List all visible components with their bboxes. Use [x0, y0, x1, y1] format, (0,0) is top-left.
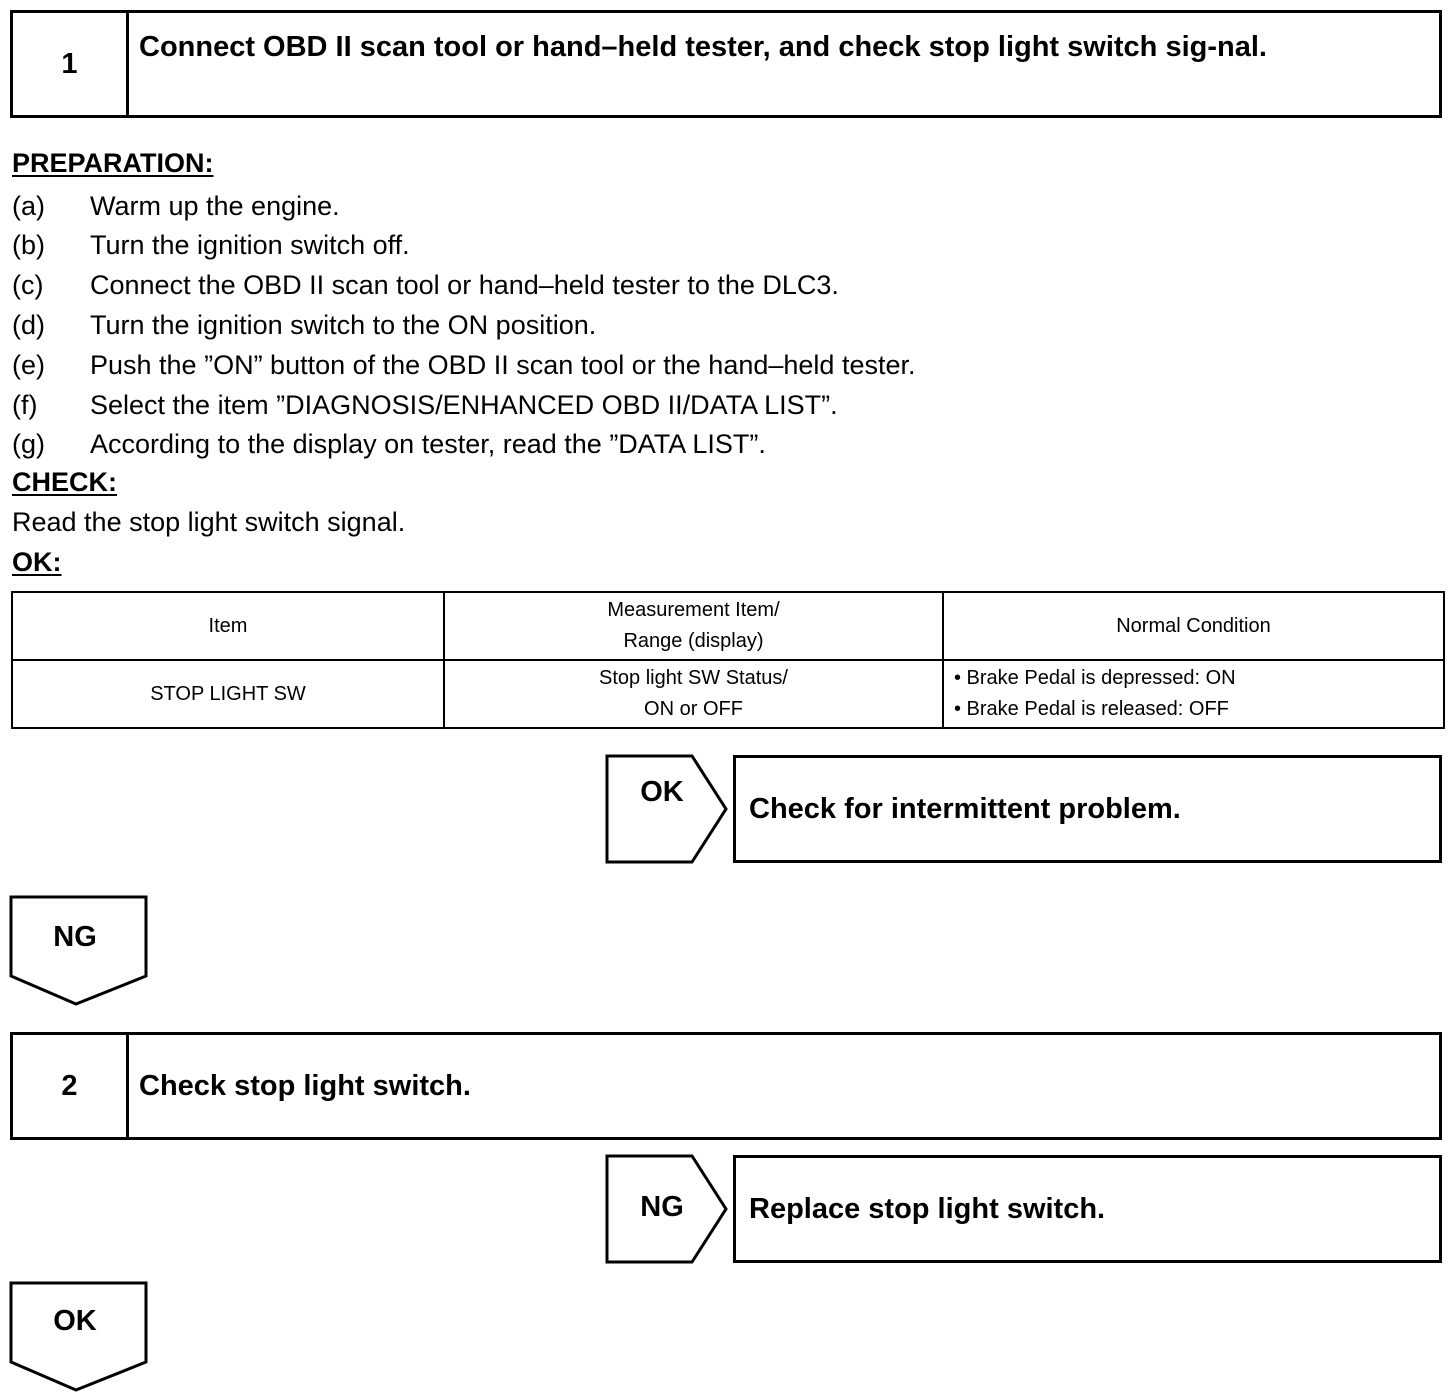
table-header-cell — [943, 592, 1444, 660]
table-cell — [12, 660, 444, 728]
result-text: Check for intermittent problem. — [749, 792, 1181, 825]
table-header-cell — [12, 592, 444, 660]
list-item-label: (c) — [12, 270, 44, 300]
result-text: Replace stop light switch. — [749, 1192, 1106, 1225]
table-header-cell — [444, 592, 943, 660]
list-item-label: (g) — [12, 429, 45, 459]
ok-label: OK — [53, 1305, 97, 1337]
step-number: 2 — [13, 1035, 129, 1137]
list-item-label: (f) — [12, 390, 38, 420]
step-2-header — [10, 1032, 1442, 1140]
list-item-label: (d) — [12, 310, 45, 340]
header-normal-condition: Normal Condition — [1116, 614, 1271, 637]
ng-label: NG — [53, 921, 97, 953]
cell-item: STOP LIGHT SW — [150, 682, 306, 705]
cell-normal-line1: • Brake Pedal is depressed: ON — [954, 667, 1236, 689]
list-item-text: Select the item ”DIAGNOSIS/ENHANCED OBD II/DATA LIST”. — [90, 390, 838, 420]
ok-table — [11, 591, 1445, 729]
list-item-text: According to the display on tester, read the ”DATA LIST”. — [90, 429, 766, 459]
table-row — [12, 660, 1444, 728]
list-item-label: (e) — [12, 350, 45, 380]
ok-heading: OK: — [12, 547, 62, 577]
ok-label: OK — [640, 776, 684, 808]
list-item-label: (b) — [12, 230, 45, 260]
cell-normal-line2: • Brake Pedal is released: OFF — [954, 698, 1229, 720]
cell-measurement-line1: Stop light SW Status/ — [599, 667, 788, 689]
check-heading: CHECK: — [12, 467, 117, 497]
ok-right-arrow-shape — [604, 753, 730, 865]
list-item-label: (a) — [12, 191, 45, 221]
step-number: 1 — [13, 13, 129, 115]
header-item: Item — [208, 614, 248, 637]
list-item-text: Warm up the engine. — [90, 191, 340, 221]
list-item-text: Push the ”ON” button of the OBD II scan tool or the hand–held tester. — [90, 350, 916, 380]
list-item-text: Connect the OBD II scan tool or hand–held tester to the DLC3. — [90, 270, 839, 300]
list-item-text: Turn the ignition switch to the ON position. — [90, 310, 597, 340]
step-1-header — [10, 10, 1442, 118]
result-box-intermittent — [733, 755, 1442, 863]
result-box-replace — [733, 1155, 1442, 1263]
preparation-heading: PREPARATION: — [12, 148, 214, 178]
list-item-text: Turn the ignition switch off. — [90, 230, 410, 260]
step-title: Connect OBD II scan tool or hand–held tester, and check stop light switch sig-nal. — [139, 31, 1267, 63]
step-title: Check stop light switch. — [139, 1070, 471, 1102]
header-measurement-line2: Range (display) — [623, 630, 764, 652]
cell-measurement-line2: ON or OFF — [644, 698, 743, 720]
header-measurement-line1: Measurement Item/ — [607, 599, 780, 621]
table-cell — [943, 660, 1444, 728]
ng-label: NG — [640, 1191, 684, 1223]
table-cell — [444, 660, 943, 728]
table-header-row — [12, 592, 1444, 660]
check-text: Read the stop light switch signal. — [12, 507, 406, 537]
